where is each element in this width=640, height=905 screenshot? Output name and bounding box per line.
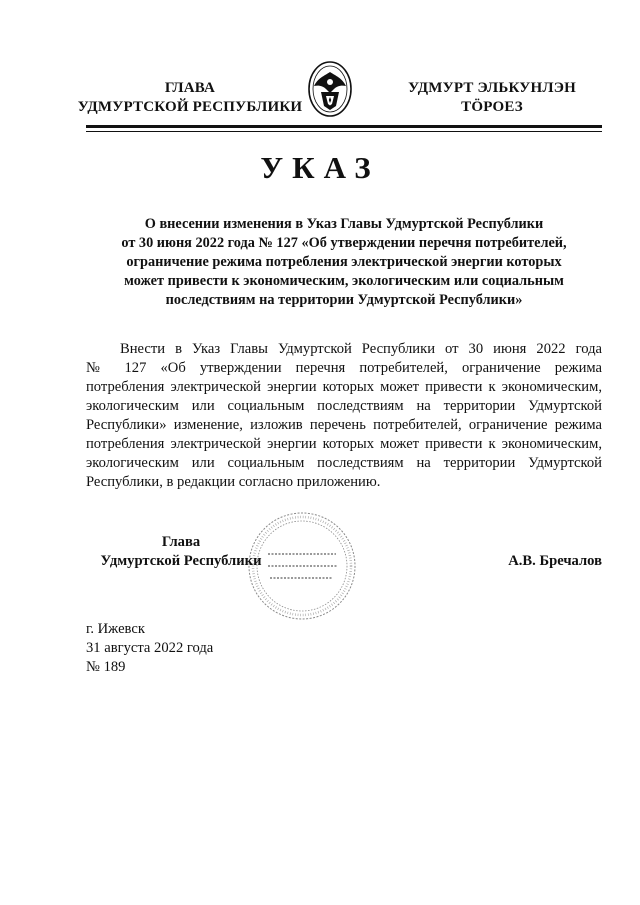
header-left <box>60 79 320 117</box>
document-body <box>86 340 602 492</box>
header-right-line2: ТӦРОЕЗ <box>461 99 523 115</box>
document-title: УКАЗ <box>260 150 380 185</box>
subject-line: О внесении изменения в Указ Главы Удмуртской Республики <box>144 216 544 232</box>
signature-position-line2: Удмуртской Республики <box>100 553 262 569</box>
body-line: № 127 «Об утверждении перечня потребителей, ограничение режима <box>86 360 602 376</box>
footer-city: г. Ижевск <box>86 621 145 637</box>
header-divider-thick <box>86 125 602 128</box>
signature-name: А.В. Бречалов <box>508 553 602 569</box>
document-subject <box>86 215 602 310</box>
header-right-line1: УДМУРТ ЭЛЬКУНЛЭН <box>408 80 576 96</box>
document-footer <box>86 620 213 677</box>
body-line: Внести в Указ Главы Удмуртской Республики от 30 июня 2022 года <box>120 341 602 357</box>
body-line: потребления электрической энергии которых может привести к экономическим, <box>86 379 602 395</box>
subject-line: ограничение режима потребления электрической энергии которых <box>126 254 562 270</box>
subject-line: может привести к экономическим, экологическим или социальным <box>124 273 564 289</box>
body-line: экологическим или социальным последствиям на территории Удмуртской <box>86 455 602 471</box>
subject-line: последствиям на территории Удмуртской Республики» <box>165 292 523 308</box>
header-divider-thin <box>86 131 602 132</box>
coat-of-arms-icon <box>307 60 353 118</box>
signature-position <box>86 533 276 571</box>
body-line: Республики» изменение, изложив перечень потребителей, ограничение режима <box>86 417 602 433</box>
header-right <box>382 79 602 117</box>
header-left-line1: ГЛАВА <box>164 80 216 96</box>
header-left-line2: УДМУРТСКОЙ РЕСПУБЛИКИ <box>77 99 303 115</box>
body-line: потребления электрической энергии которых может привести к экономическим, <box>86 436 602 452</box>
footer-date: 31 августа 2022 года <box>86 640 214 656</box>
body-line: Республики, в редакции согласно приложению. <box>86 474 381 490</box>
body-line: экологическим или социальным последствиям на территории Удмуртской <box>86 398 602 414</box>
footer-number: № 189 <box>86 659 126 675</box>
signature-position-line1: Глава <box>161 534 201 550</box>
subject-line: от 30 июня 2022 года № 127 «Об утверждении перечня потребителей, <box>121 235 567 251</box>
